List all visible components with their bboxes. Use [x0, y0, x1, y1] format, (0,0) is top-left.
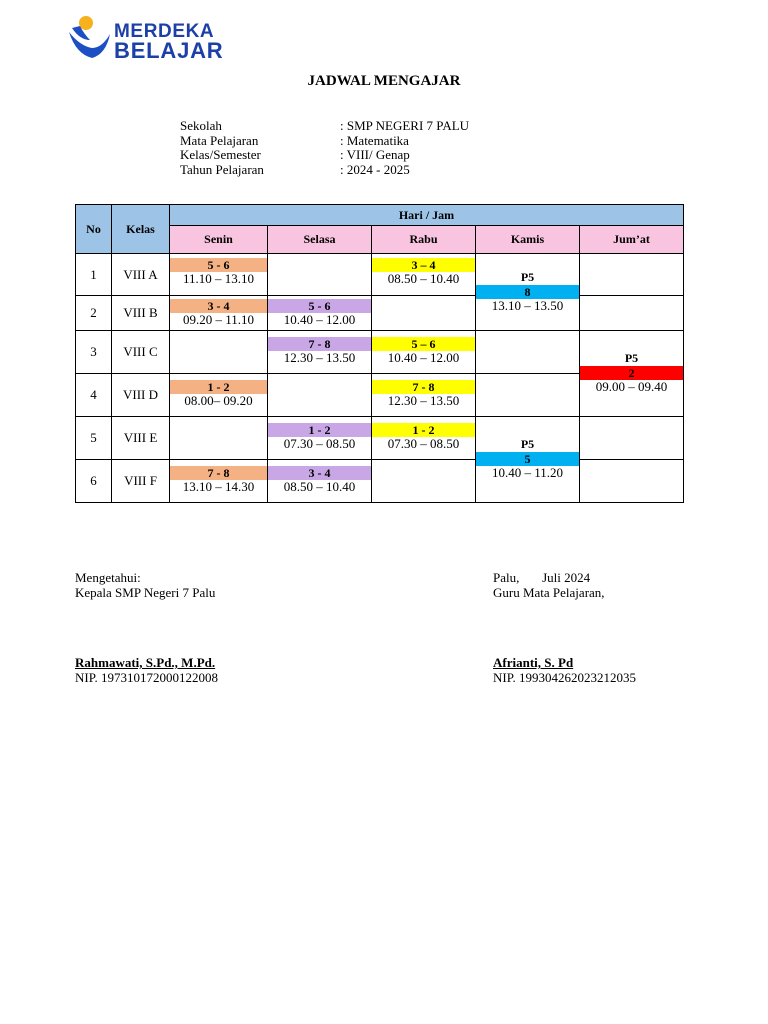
row-no: 5 — [76, 417, 112, 460]
time-range: 13.10 – 14.30 — [182, 479, 255, 494]
time-range: 07.30 – 08.50 — [387, 436, 460, 451]
cell-jumat — [580, 254, 684, 296]
cell-kamis-merged — [476, 254, 580, 331]
sig-name: Afrianti, S. Pd — [493, 655, 574, 670]
cell-selasa — [268, 374, 372, 417]
p5-label: P5 — [520, 437, 535, 451]
cell-senin — [170, 417, 268, 460]
schedule-table — [75, 204, 684, 503]
row-kelas: VIII A — [112, 254, 170, 296]
cell-senin — [170, 296, 268, 331]
table-row — [76, 417, 684, 460]
jam-bar: 3 – 4 — [372, 258, 475, 272]
header-jumat: Jum’at — [580, 226, 684, 254]
logo-figure-icon — [66, 14, 114, 66]
time-range: 07.30 – 08.50 — [283, 436, 356, 451]
sig-line2: Guru Mata Pelajaran, — [493, 584, 605, 600]
jam-bar: 2 — [580, 366, 683, 380]
row-no: 3 — [76, 331, 112, 374]
cell-rabu — [372, 460, 476, 503]
info-label: Tahun Pelajaran — [180, 161, 264, 177]
table-row — [76, 296, 684, 331]
cell-senin — [170, 331, 268, 374]
cell-rabu — [372, 296, 476, 331]
header-no: No — [76, 205, 112, 254]
jam-bar: 5 - 6 — [268, 299, 371, 313]
info-label: Mata Pelajaran — [180, 132, 259, 148]
info-row-mata-pelajaran — [180, 134, 469, 149]
cell-rabu — [372, 331, 476, 374]
row-no: 1 — [76, 254, 112, 296]
cell-kamis — [476, 374, 580, 417]
sig-nip: NIP. 199304262023212035 — [493, 669, 637, 685]
header-hari-jam: Hari / Jam — [170, 205, 684, 226]
info-label: Kelas/Semester — [180, 147, 261, 162]
school-info — [180, 119, 469, 177]
cell-selasa — [268, 296, 372, 331]
cell-jumat — [580, 296, 684, 331]
row-kelas: VIII F — [112, 460, 170, 503]
jam-bar: 7 - 8 — [170, 466, 267, 480]
sig-nip: NIP. 197310172000122008 — [75, 669, 219, 685]
cell-jumat-merged — [580, 331, 684, 417]
header-selasa: Selasa — [268, 226, 372, 254]
info-value: : Matematika — [340, 132, 409, 148]
jam-bar: 1 - 2 — [372, 423, 475, 437]
row-kelas: VIII D — [112, 374, 170, 417]
header-senin: Senin — [170, 226, 268, 254]
table-row — [76, 254, 684, 296]
row-no: 2 — [76, 296, 112, 331]
row-kelas: VIII C — [112, 331, 170, 374]
merdeka-belajar-logo — [66, 14, 238, 66]
header-kelas: Kelas — [112, 205, 170, 254]
info-label: Sekolah — [180, 118, 222, 133]
jam-bar: 1 - 2 — [268, 423, 371, 437]
jam-bar: 5 - 6 — [170, 258, 267, 272]
page-title: JADWAL MENGAJAR — [307, 73, 461, 89]
time-range: 08.00– 09.20 — [184, 393, 253, 408]
time-range: 09.20 – 11.10 — [182, 312, 255, 327]
info-value: : 2024 - 2025 — [340, 161, 410, 177]
time-range: 10.40 – 11.20 — [491, 465, 564, 480]
sig-name: Rahmawati, S.Pd., M.Pd. — [75, 655, 216, 670]
time-range: 12.30 – 13.50 — [387, 393, 460, 408]
header-kamis: Kamis — [476, 226, 580, 254]
info-row-tahun-pelajaran — [180, 163, 469, 178]
signature-right — [493, 571, 636, 685]
cell-rabu — [372, 254, 476, 296]
cell-jumat — [580, 460, 684, 503]
p5-label: P5 — [520, 270, 535, 284]
time-range: 08.50 – 10.40 — [387, 271, 460, 286]
jam-bar: 5 – 6 — [372, 337, 475, 351]
cell-rabu — [372, 417, 476, 460]
time-range: 10.40 – 12.00 — [387, 350, 460, 365]
cell-kamis-merged — [476, 417, 580, 503]
table-row — [76, 460, 684, 503]
sig-line1: Palu, Juli 2024 — [493, 570, 591, 585]
row-kelas: VIII E — [112, 417, 170, 460]
cell-selasa — [268, 460, 372, 503]
sig-line1: Mengetahui: — [75, 570, 141, 585]
jam-bar: 3 - 4 — [268, 466, 371, 480]
cell-selasa — [268, 331, 372, 374]
signature-left — [75, 571, 218, 685]
cell-senin — [170, 254, 268, 296]
row-kelas: VIII B — [112, 296, 170, 331]
jam-bar: 8 — [476, 285, 579, 299]
logo-text-belajar: BELAJAR — [114, 38, 224, 63]
time-range: 09.00 – 09.40 — [595, 379, 668, 394]
jam-bar: 7 - 8 — [268, 337, 371, 351]
sig-line2: Kepala SMP Negeri 7 Palu — [75, 584, 216, 600]
cell-senin — [170, 460, 268, 503]
jam-bar: 3 - 4 — [170, 299, 267, 313]
cell-kamis — [476, 331, 580, 374]
cell-senin — [170, 374, 268, 417]
cell-jumat — [580, 417, 684, 460]
header-rabu: Rabu — [372, 226, 476, 254]
logo-text-merdeka: MERDEKA — [114, 21, 215, 42]
p5-label: P5 — [624, 351, 639, 365]
info-row-kelas-semester — [180, 148, 469, 163]
jam-bar: 7 - 8 — [372, 380, 475, 394]
info-value: : VIII/ Genap — [340, 147, 410, 162]
time-range: 08.50 – 10.40 — [283, 479, 356, 494]
time-range: 13.10 – 13.50 — [491, 298, 564, 313]
cell-selasa — [268, 417, 372, 460]
cell-selasa — [268, 254, 372, 296]
jam-bar: 5 — [476, 452, 579, 466]
info-row-sekolah — [180, 119, 469, 134]
cell-rabu — [372, 374, 476, 417]
time-range: 11.10 – 13.10 — [182, 271, 255, 286]
table-row — [76, 331, 684, 374]
time-range: 10.40 – 12.00 — [283, 312, 356, 327]
row-no: 4 — [76, 374, 112, 417]
row-no: 6 — [76, 460, 112, 503]
time-range: 12.30 – 13.50 — [283, 350, 356, 365]
jam-bar: 1 - 2 — [170, 380, 267, 394]
info-value: : SMP NEGERI 7 PALU — [340, 118, 470, 133]
